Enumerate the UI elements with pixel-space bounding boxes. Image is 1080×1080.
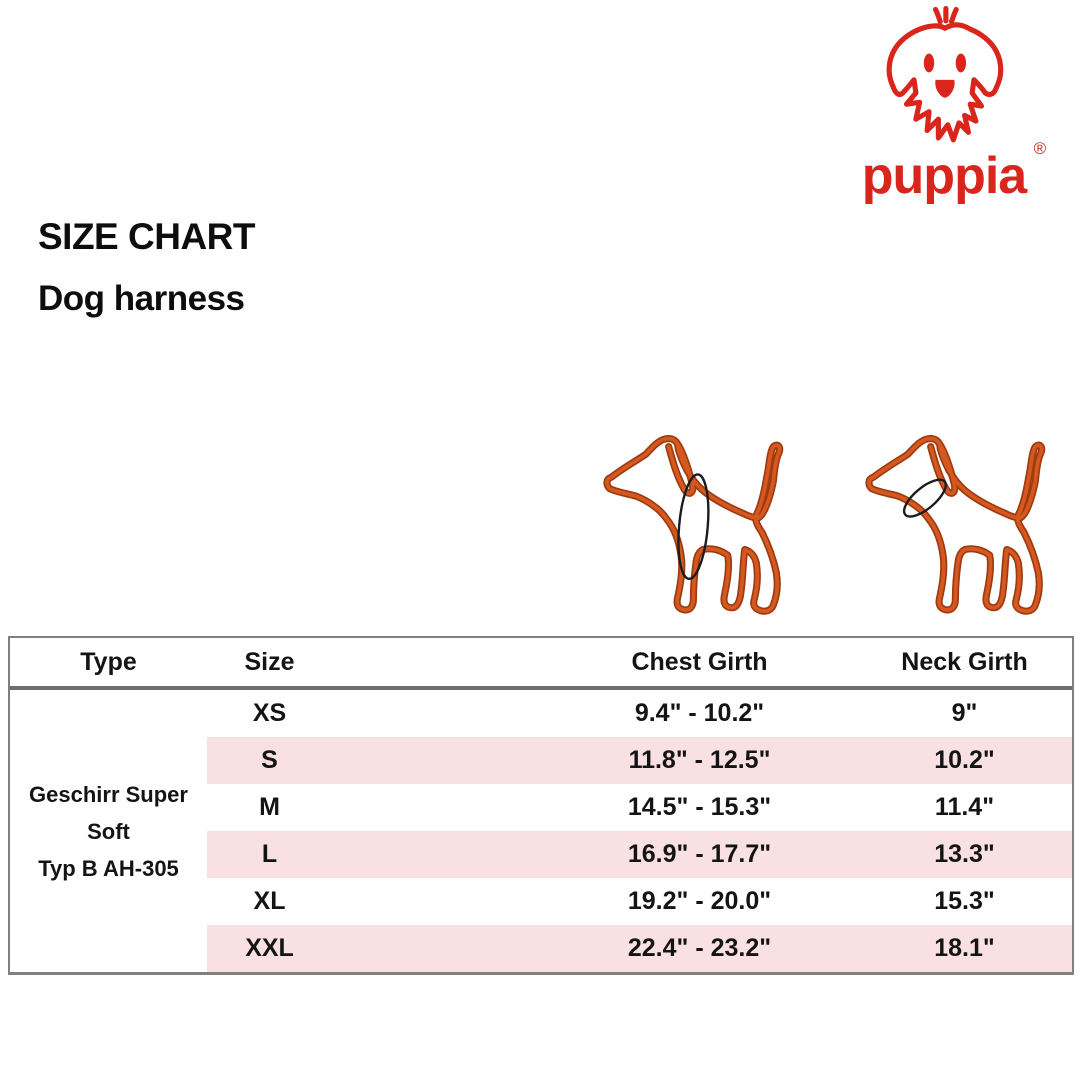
chest-girth-cell-l: 16.9" - 17.7" xyxy=(332,831,857,878)
puppia-dog-face-icon xyxy=(869,6,1019,148)
neck-girth-cell-xxl: 18.1" xyxy=(857,925,1072,972)
size-cell-s: S xyxy=(207,737,332,784)
neck-girth-cell-l: 13.3" xyxy=(857,831,1072,878)
registered-trademark-icon: ® xyxy=(1033,139,1047,158)
size-cell-m: M xyxy=(259,793,280,821)
chest-girth-cell-xl: 19.2" - 20.0" xyxy=(627,887,772,915)
product-type-line: Geschirr Super xyxy=(29,781,188,807)
size-table xyxy=(8,636,1074,975)
brand-name: puppia xyxy=(861,147,1027,205)
chest-girth-cell-m: 14.5" - 15.3" xyxy=(627,793,772,821)
neck-girth-cell-m: 11.4" xyxy=(934,793,995,821)
chest-girth-cell-xxl: 22.4" - 23.2" xyxy=(332,925,857,972)
column-header-type: Type xyxy=(10,638,207,690)
page-title: SIZE CHART xyxy=(38,216,255,257)
neck-girth-cell-s: 10.2" xyxy=(857,737,1072,784)
chest-girth-cell-xs: 9.4" - 10.2" xyxy=(634,699,765,727)
size-cell-xxl: XXL xyxy=(207,925,332,972)
dog-chest-girth-illustration xyxy=(594,420,789,620)
dog-neck-girth-illustration xyxy=(856,420,1051,620)
size-cell-xl: XL xyxy=(253,887,286,915)
column-header-size: Size xyxy=(207,638,332,690)
chest-girth-cell-s: 11.8" - 12.5" xyxy=(332,737,857,784)
size-cell-xs: XS xyxy=(252,699,287,727)
column-header-neck-girth: Neck Girth xyxy=(857,638,1072,690)
title-block xyxy=(38,218,255,316)
neck-girth-cell-xs: 9" xyxy=(951,699,978,727)
brand-wordmark xyxy=(861,139,1047,205)
product-type-line: Soft xyxy=(87,818,130,844)
product-type-cell xyxy=(10,690,207,972)
column-header-chest-girth: Chest Girth xyxy=(332,638,857,690)
neck-girth-cell-xl: 15.3" xyxy=(934,887,995,915)
page-subtitle: Dog harness xyxy=(38,279,245,318)
product-type-line: Typ B AH-305 xyxy=(38,855,179,881)
size-cell-l: L xyxy=(207,831,332,878)
brand-logo xyxy=(836,6,1052,205)
